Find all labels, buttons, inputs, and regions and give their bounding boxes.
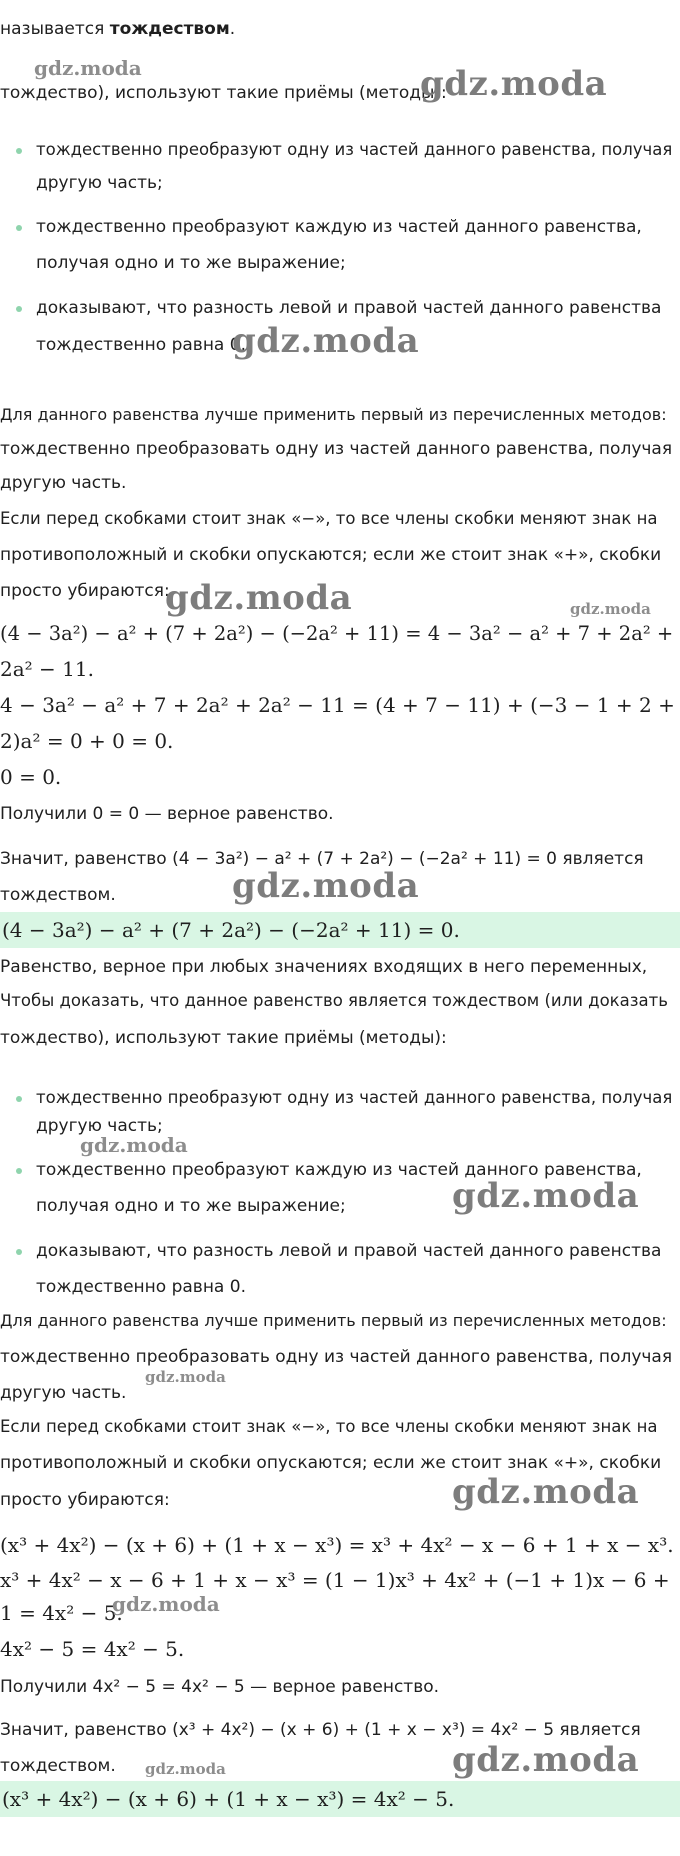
watermark: gdz.moda [452, 1176, 640, 1216]
watermark: gdz.moda [165, 578, 353, 618]
bullet-text: другую часть; [36, 173, 163, 193]
math-line: 0 = 0. [0, 765, 62, 789]
bullet-marker [16, 1096, 22, 1102]
bullet-marker [16, 225, 22, 231]
watermark: gdz.moda [452, 1472, 640, 1512]
definition-line: тождество), используют такие приёмы (методы): [0, 1028, 447, 1048]
answer-text: (4 − 3a²) − a² + (7 + 2a²) − (−2a² + 11) = 0. [2, 918, 460, 942]
definition-line: Равенство, верное при любых значениях входящих в него переменных, [0, 957, 648, 977]
math-line: (x³ + 4x²) − (x + 6) + (1 + x − x³) = x³ + 4x² − x − 6 + 1 + x − x³. [0, 1533, 674, 1557]
watermark: gdz.moda [80, 1133, 188, 1157]
bullet-marker [16, 306, 22, 312]
bullet-text: тождественно равна 0. [36, 1277, 246, 1297]
bullet-marker [16, 148, 22, 154]
math-line: 1 = 4x² − 5. [0, 1601, 123, 1625]
bullet-text: доказывают, что разность левой и правой частей данного равенства [36, 298, 662, 318]
intro-line-1: тождество), используют такие приёмы (методы): [0, 83, 447, 103]
watermark: gdz.moda [570, 600, 651, 618]
method-line: Для данного равенства лучше применить первый из перечисленных методов: [0, 405, 667, 424]
conclusion-line: Значит, равенство (4 − 3a²) − a² + (7 + 2a²) − (−2a² + 11) = 0 является [0, 849, 644, 869]
bullet-text: получая одно и то же выражение; [36, 1196, 346, 1216]
math-line: x³ + 4x² − x − 6 + 1 + x − x³ = (1 − 1)x³ + 4x² + (−1 + 1)x − 6 + [0, 1568, 670, 1592]
math-line: 2)a² = 0 + 0 = 0. [0, 729, 174, 753]
method-line: Для данного равенства лучше применить первый из перечисленных методов: [0, 1311, 667, 1330]
answer-box [0, 912, 680, 948]
answer-box [0, 1781, 680, 1817]
intro-line-0: называется тождеством. [0, 19, 236, 39]
method-line: другую часть. [0, 1383, 127, 1403]
watermark: gdz.moda [34, 56, 142, 80]
bullet-text: тождественно равна 0. [36, 335, 246, 355]
math-line: 4 − 3a² − a² + 7 + 2a² + 2a² − 11 = (4 + 7 − 11) + (−3 − 1 + 2 + [0, 693, 675, 717]
bullet-text: тождественно преобразуют каждую из частей данного равенства, [36, 217, 642, 237]
watermark: gdz.moda [112, 1592, 220, 1616]
conclusion-line: Получили 4x² − 5 = 4x² − 5 — верное равенство. [0, 1677, 440, 1697]
method-line: тождественно преобразовать одну из частей данного равенства, получая [0, 1347, 673, 1367]
rule-line: Если перед скобками стоит знак «−», то все члены скобки меняют знак на [0, 509, 658, 528]
bullet-text: доказывают, что разность левой и правой частей данного равенства [36, 1241, 662, 1261]
bullet-text: тождественно преобразуют каждую из частей данного равенства, [36, 1160, 642, 1180]
rule-line: просто убираются: [0, 581, 170, 601]
method-line: тождественно преобразовать одну из частей данного равенства, получая [0, 439, 673, 459]
watermark: gdz.moda [452, 1740, 640, 1780]
conclusion-line: тождеством. [0, 885, 116, 905]
watermark: gdz.moda [232, 866, 420, 906]
rule-line: Если перед скобками стоит знак «−», то все члены скобки меняют знак на [0, 1417, 658, 1436]
bullet-text: другую часть; [36, 1116, 163, 1136]
watermark: gdz.moda [232, 321, 420, 361]
bullet-text: тождественно преобразуют одну из частей данного равенства, получая [36, 140, 673, 159]
rule-line: просто убираются: [0, 1490, 170, 1510]
math-line: 4x² − 5 = 4x² − 5. [0, 1637, 185, 1661]
watermark: gdz.moda [145, 1368, 226, 1386]
bullet-text: получая одно и то же выражение; [36, 253, 346, 273]
watermark: gdz.moda [145, 1760, 226, 1778]
bullet-marker [16, 1168, 22, 1174]
conclusion-line: тождеством. [0, 1756, 116, 1776]
math-line: 2a² − 11. [0, 657, 94, 681]
definition-line: Чтобы доказать, что данное равенство является тождеством (или доказать [0, 991, 668, 1010]
bullet-marker [16, 1249, 22, 1255]
math-line: (4 − 3a²) − a² + (7 + 2a²) − (−2a² + 11) = 4 − 3a² − a² + 7 + 2a² + [0, 622, 674, 645]
method-line: другую часть. [0, 473, 127, 493]
conclusion-line: Значит, равенство (x³ + 4x²) − (x + 6) + (1 + x − x³) = 4x² − 5 является [0, 1720, 641, 1740]
conclusion-line: Получили 0 = 0 — верное равенство. [0, 804, 334, 824]
answer-text: (x³ + 4x²) − (x + 6) + (1 + x − x³) = 4x² − 5. [2, 1787, 455, 1811]
bullet-text: тождественно преобразуют одну из частей данного равенства, получая [36, 1088, 673, 1107]
rule-line: противоположный и скобки опускаются; если же стоит знак «+», скобки [0, 545, 662, 565]
rule-line: противоположный и скобки опускаются; если же стоит знак «+», скобки [0, 1453, 662, 1473]
watermark: gdz.moda [420, 64, 608, 104]
